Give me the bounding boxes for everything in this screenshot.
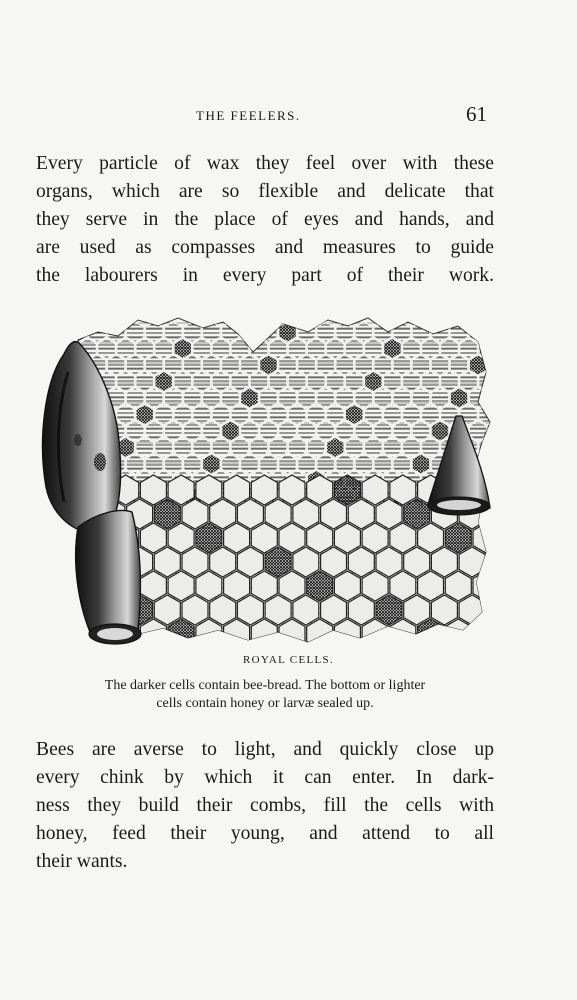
comb-cell (479, 404, 494, 424)
comb-cell (479, 338, 494, 358)
comb-cell (126, 421, 144, 441)
comb-cell (355, 421, 373, 441)
paragraph-feelers (36, 150, 494, 290)
comb-cell (203, 454, 221, 474)
comb-cell (431, 421, 449, 441)
figure-caption (36, 677, 494, 713)
comb-cell (317, 454, 335, 474)
comb-cell (231, 371, 249, 391)
comb-cell (260, 355, 278, 375)
comb-cell (422, 371, 440, 391)
royal-cell-lower-left (76, 511, 141, 644)
comb-cell (164, 388, 182, 408)
chapter-title: THE FEELERS. (196, 108, 301, 123)
comb-cell (174, 437, 192, 457)
comb-cell (326, 338, 344, 358)
comb-cell (365, 338, 383, 358)
comb-cell (212, 371, 230, 391)
comb-cell (355, 388, 373, 408)
comb-cell (469, 421, 487, 441)
comb-cell (317, 355, 335, 375)
comb-cell (460, 371, 478, 391)
comb-cell (203, 421, 221, 441)
comb-cell (345, 338, 363, 358)
comb-cell (384, 338, 402, 358)
comb-cell (307, 371, 325, 391)
comb-cell (348, 643, 374, 652)
comb-cell (459, 643, 485, 652)
comb-cell (155, 404, 173, 424)
comb-cell (145, 388, 163, 408)
comb-cell (326, 371, 344, 391)
comb-cell (403, 371, 421, 391)
comb-cell (164, 355, 182, 375)
comb-cell (193, 437, 211, 457)
comb-cell (279, 355, 297, 375)
comb-cell (393, 421, 411, 441)
comb-cell (136, 371, 154, 391)
comb-cell (164, 454, 182, 474)
comb-cell (174, 338, 192, 358)
comb-cell (241, 388, 259, 408)
comb-cell (412, 355, 430, 375)
comb-cell (441, 371, 459, 391)
comb-cell (98, 338, 116, 358)
comb-cell (336, 388, 354, 408)
comb-cell (203, 322, 221, 342)
comb-cell (250, 437, 268, 457)
comb-cell (155, 371, 173, 391)
comb-cell (193, 371, 211, 391)
comb-cell (473, 619, 494, 649)
comb-cell (321, 643, 347, 652)
comb-cell (184, 388, 202, 408)
comb-cell (279, 322, 297, 342)
comb-cell (69, 322, 87, 342)
comb-cell (222, 355, 240, 375)
comb-cell (374, 454, 392, 474)
text-line: the labourers in every part of their work. (36, 265, 494, 286)
comb-cell (193, 338, 211, 358)
text-line: Bees are averse to light, and quickly close up (36, 739, 494, 760)
comb-cell (126, 388, 144, 408)
comb-cell (260, 322, 278, 342)
comb-cell (450, 388, 468, 408)
comb-cell (393, 454, 411, 474)
comb-cell (154, 643, 180, 652)
comb-cell (260, 454, 278, 474)
comb-cell (374, 322, 392, 342)
comb-cell (345, 371, 363, 391)
comb-cell (365, 437, 383, 457)
comb-cell (210, 643, 236, 652)
comb-cell (412, 388, 430, 408)
comb-cell (355, 454, 373, 474)
comb-cell (374, 388, 392, 408)
comb-cell (117, 338, 135, 358)
comb-cell (487, 595, 494, 625)
comb-cell (237, 643, 263, 652)
comb-cell (345, 404, 363, 424)
comb-cell (126, 454, 144, 474)
comb-cell (441, 338, 459, 358)
comb-cell (222, 388, 240, 408)
caption-line: cells contain honey or larvæ sealed up. (156, 696, 374, 711)
comb-cell (365, 371, 383, 391)
comb-cell (212, 437, 230, 457)
comb-cell (336, 355, 354, 375)
comb-cell (422, 404, 440, 424)
running-head (0, 104, 577, 128)
comb-cell (326, 437, 344, 457)
comb-cell (307, 437, 325, 457)
comb-cell (384, 437, 402, 457)
comb-cell (431, 388, 449, 408)
comb-cell (231, 437, 249, 457)
comb-cell (127, 643, 153, 652)
comb-cell (293, 643, 319, 652)
comb-cell (422, 437, 440, 457)
comb-cell (126, 322, 144, 342)
comb-cell (241, 454, 259, 474)
comb-cell (269, 338, 287, 358)
comb-cell (403, 404, 421, 424)
comb-cell (374, 421, 392, 441)
comb-cell (117, 371, 135, 391)
comb-cell (155, 437, 173, 457)
comb-cell (184, 322, 202, 342)
comb-cell (431, 322, 449, 342)
comb-cell (460, 338, 478, 358)
comb-cell (422, 338, 440, 358)
comb-cell (355, 355, 373, 375)
comb-cell (412, 421, 430, 441)
comb-cell (136, 437, 154, 457)
comb-cell (336, 421, 354, 441)
comb-cell (231, 338, 249, 358)
comb-cell (469, 322, 487, 342)
comb-cell (288, 338, 306, 358)
comb-cell (336, 454, 354, 474)
comb-cell (298, 454, 316, 474)
comb-cell (212, 338, 230, 358)
comb-cell (241, 355, 259, 375)
comb-cell (374, 355, 392, 375)
comb-cell (298, 355, 316, 375)
comb-cell (145, 454, 163, 474)
comb-cell (450, 322, 468, 342)
comb-cell (431, 643, 457, 652)
comb-cell (260, 421, 278, 441)
comb-cell (250, 371, 268, 391)
comb-cell (184, 355, 202, 375)
comb-cell (269, 371, 287, 391)
comb-cell (265, 643, 291, 652)
comb-cell (317, 388, 335, 408)
comb-cell (376, 643, 402, 652)
comb-cell (326, 404, 344, 424)
comb-cell (136, 338, 154, 358)
paragraph-light (36, 736, 494, 876)
text-line: organs, which are so flexible and delicate that (36, 181, 494, 202)
comb-cell (145, 421, 163, 441)
caption-line: The darker cells contain bee-bread. The bottom or lighter (104, 678, 426, 693)
comb-cell (317, 421, 335, 441)
comb-cell (269, 437, 287, 457)
comb-cell (126, 355, 144, 375)
comb-cell (117, 404, 135, 424)
comb-cell (288, 371, 306, 391)
comb-cell (241, 421, 259, 441)
comb-cell (288, 437, 306, 457)
comb-cell (203, 355, 221, 375)
comb-cell (145, 355, 163, 375)
comb-cell (298, 322, 316, 342)
comb-cell (487, 547, 494, 577)
comb-cell (107, 355, 125, 375)
comb-cell (164, 322, 182, 342)
comb-cell (307, 404, 325, 424)
comb-cell (279, 454, 297, 474)
comb-cell (404, 643, 430, 652)
comb-cell (365, 404, 383, 424)
comb-cell (250, 338, 268, 358)
comb-cell (260, 388, 278, 408)
text-line: their wants. (36, 851, 128, 872)
comb-cell (298, 388, 316, 408)
comb-cell (403, 437, 421, 457)
comb-cell (241, 322, 259, 342)
comb-cell (222, 454, 240, 474)
comb-cell (384, 371, 402, 391)
comb-cell (450, 355, 468, 375)
comb-cell (184, 421, 202, 441)
comb-cell (469, 388, 487, 408)
comb-cell (193, 404, 211, 424)
comb-cell (174, 371, 192, 391)
comb-cell (174, 404, 192, 424)
text-line: honey, feed their young, and attend to all (36, 823, 494, 844)
comb-cell (250, 404, 268, 424)
comb-cell (384, 404, 402, 424)
figure-title: ROYAL CELLS. (243, 654, 334, 666)
comb-cell (393, 355, 411, 375)
comb-cell (203, 388, 221, 408)
comb-cell (279, 421, 297, 441)
comb-cell (431, 355, 449, 375)
comb-cell (288, 404, 306, 424)
comb-cell (182, 643, 208, 652)
comb-cell (184, 454, 202, 474)
comb-cell (355, 322, 373, 342)
comb-cell (136, 404, 154, 424)
comb-cell (487, 643, 494, 652)
comb-cell (345, 437, 363, 457)
text-line: Every particle of wax they feel over with these (36, 153, 494, 174)
comb-cell (393, 388, 411, 408)
comb-cell (479, 437, 494, 457)
comb-cell (231, 404, 249, 424)
comb-cell (222, 421, 240, 441)
comb-cell (212, 404, 230, 424)
comb-cell (164, 421, 182, 441)
comb-cell (222, 322, 240, 342)
comb-cell (269, 404, 287, 424)
comb-cell (412, 454, 430, 474)
text-line: are used as compasses and measures to guide (36, 237, 494, 258)
text-line: every chink by which it can enter. In dark- (36, 767, 494, 788)
text-line: ness they build their combs, fill the cells with (36, 795, 494, 816)
comb-cell (155, 338, 173, 358)
text-line: they serve in the place of eyes and hands, and (36, 209, 494, 230)
page-number: 61 (466, 102, 487, 126)
comb-cell (307, 338, 325, 358)
comb-cell (298, 421, 316, 441)
comb-cell (403, 338, 421, 358)
comb-cell (279, 388, 297, 408)
comb-cell (479, 371, 494, 391)
honeycomb-illustration (38, 312, 494, 652)
